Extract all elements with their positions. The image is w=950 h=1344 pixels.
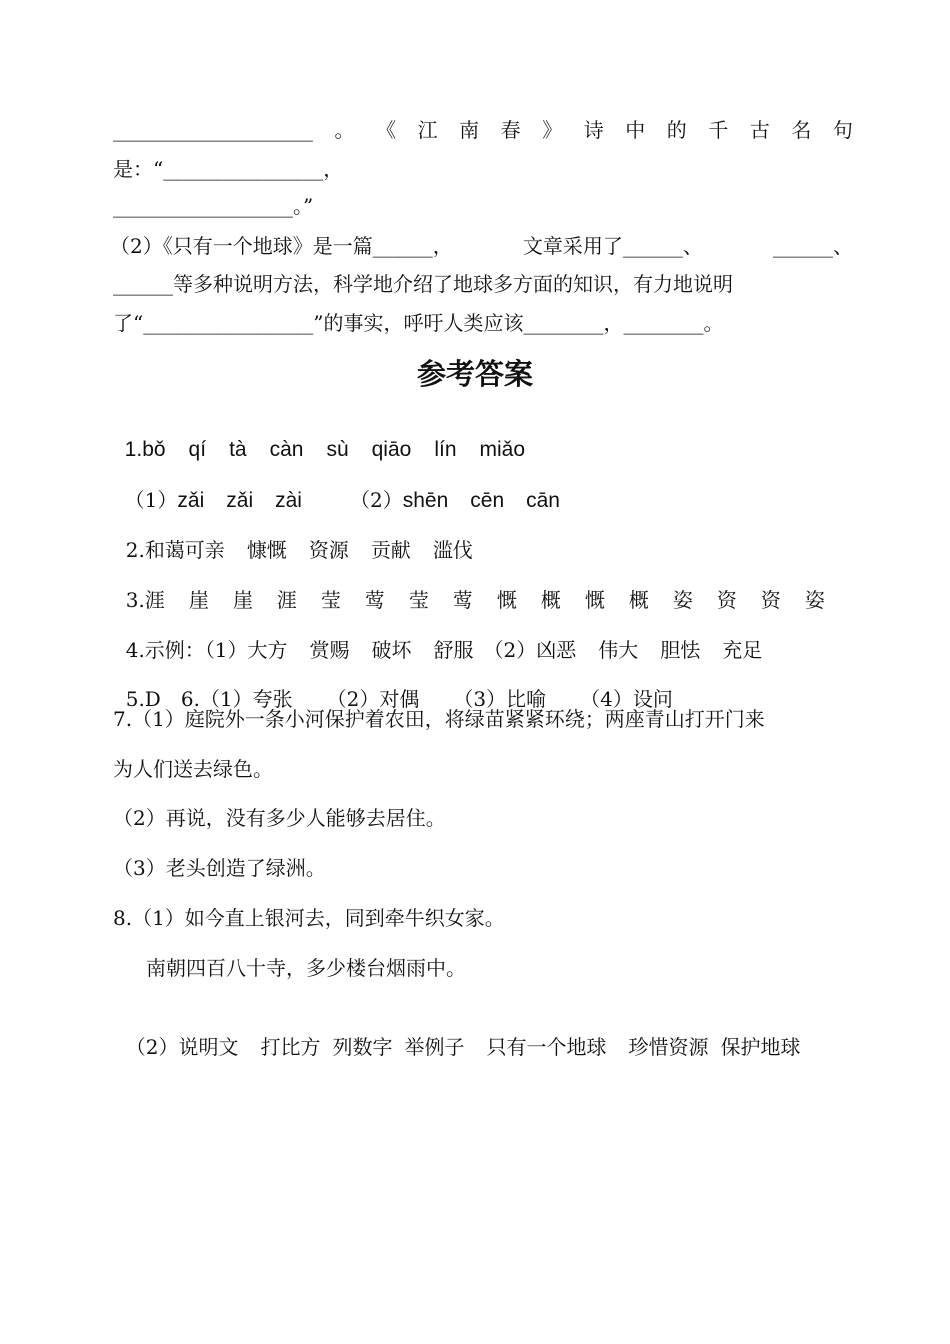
- text-token: ______、: [772, 234, 853, 258]
- char-item: 莹: [320, 588, 341, 612]
- char-item: 姿: [804, 588, 825, 612]
- char-item: 慨: [584, 588, 605, 612]
- sub-label: （1）: [204, 638, 248, 662]
- text-token: 句: [832, 118, 853, 142]
- answer-item: 说明文: [178, 1035, 239, 1059]
- pinyin-item: zǎi: [226, 489, 254, 512]
- answer-item: 珍惜资源: [628, 1035, 709, 1059]
- rhetoric-item: （1）夸张: [199, 687, 293, 711]
- pinyin-item: qí: [188, 438, 207, 461]
- answer-item: 举例子: [404, 1035, 465, 1059]
- word-item: 慷慨: [246, 538, 287, 562]
- text-token: 诗: [583, 118, 604, 142]
- text-token: 千: [708, 118, 729, 142]
- char-item: 崖: [188, 588, 209, 612]
- word-item: 凶恶: [536, 638, 577, 662]
- char-item: 莺: [364, 588, 385, 612]
- q7-cont-line-2: 是：“________________，: [113, 157, 344, 181]
- char-item: 涯: [144, 588, 165, 612]
- rhetoric-item: （3）比喻: [453, 687, 547, 711]
- char-item: 崖: [232, 588, 253, 612]
- text-token: 文章采用了______、: [522, 234, 703, 258]
- answer-item: 保护地球: [720, 1035, 801, 1059]
- word-item: 伟大: [598, 638, 639, 662]
- char-item: 莺: [452, 588, 473, 612]
- pinyin-item: shēn: [402, 489, 449, 512]
- char-item: 姿: [672, 588, 693, 612]
- q7-cont-line-4: [110, 231, 853, 261]
- answer-item: 列数字: [332, 1035, 393, 1059]
- page-title: 参考答案: [416, 357, 533, 391]
- text-token: 中: [625, 118, 646, 142]
- answer-8-line-2: 南朝四百八十寺，多少楼台烟雨中。: [146, 956, 466, 980]
- answer-label: 2.: [125, 538, 145, 562]
- answer-5: 5.D: [125, 687, 161, 711]
- answer-7-line-3: （2）再说，没有多少人能够去居住。: [113, 806, 446, 830]
- pinyin-item: zǎi: [177, 489, 205, 512]
- sub-label: （1）: [124, 488, 178, 512]
- pinyin-item: miǎo: [479, 438, 526, 461]
- sub-label: （2）: [349, 488, 403, 512]
- answer-7-line-4: （3）老头创造了绿洲。: [113, 856, 326, 880]
- pinyin-item: zài: [275, 489, 302, 512]
- q7-cont-line-1: [113, 115, 853, 145]
- answer-8-line-1: 8.（1）如今直上银河去，同到牵牛织女家。: [113, 906, 505, 930]
- q7-cont-line-3: __________________。”: [113, 194, 314, 218]
- word-item: 胆怯: [660, 638, 701, 662]
- pinyin-item: tà: [229, 438, 247, 461]
- word-item: 充足: [722, 638, 763, 662]
- answer-7-line-1: 7.（1）庭院外一条小河保护着农田，将绿苗紧紧环绕；两座青山打开门来: [113, 707, 765, 731]
- rhetoric-item: （2）对偶: [326, 687, 420, 711]
- text-token: 》: [542, 118, 563, 142]
- q7-cont-line-5: ______等多种说明方法，科学地介绍了地球多方面的知识，有力地说明: [113, 272, 733, 296]
- char-item: 概: [540, 588, 561, 612]
- sub-label: （2）: [125, 1035, 179, 1059]
- word-item: 资源: [308, 538, 349, 562]
- answer-7-line-2: 为人们送去绿色。: [113, 757, 273, 781]
- text-token: （2）《只有一个地球》是一篇______，: [110, 234, 453, 258]
- answer-8-line-3: [113, 1002, 853, 1062]
- text-token: 《: [376, 118, 397, 142]
- word-item: 和蔼可亲: [144, 538, 225, 562]
- answer-item: 打比方: [260, 1035, 321, 1059]
- text-token: 江: [417, 118, 438, 142]
- char-item: 慨: [496, 588, 517, 612]
- word-item: 赏赐: [309, 638, 350, 662]
- rhetoric-item: （4）设问: [580, 687, 673, 711]
- sub-label: （2）: [483, 638, 537, 662]
- text-token: 。: [334, 118, 355, 142]
- pinyin-item: sù: [326, 438, 349, 461]
- text-token: 的: [666, 118, 687, 142]
- answer-item: 只有一个地球: [486, 1035, 607, 1059]
- text-token: 南: [459, 118, 480, 142]
- text-token: 古: [749, 118, 770, 142]
- pinyin-item: qiāo: [371, 438, 412, 461]
- pinyin-item: cēn: [470, 489, 505, 512]
- answer-label: 4.示例：: [125, 638, 205, 662]
- answer-label: 3.: [125, 588, 145, 612]
- char-item: 资: [760, 588, 781, 612]
- char-item: 莹: [408, 588, 429, 612]
- q7-cont-line-6: 了“_________________”的事实，呼吁人类应该________，________。: [113, 311, 724, 335]
- text-token: 名: [791, 118, 812, 142]
- answer-label: 1.: [124, 438, 143, 461]
- text-token: ____________________: [113, 118, 313, 142]
- pinyin-item: lín: [434, 438, 457, 461]
- word-item: 大方: [247, 638, 288, 662]
- text-token: 春: [500, 118, 521, 142]
- word-item: 舒服: [433, 638, 474, 662]
- pinyin-item: bǒ: [142, 438, 166, 461]
- word-item: 滥伐: [432, 538, 473, 562]
- answer-label: 6.: [180, 687, 200, 711]
- word-item: 破坏: [371, 638, 412, 662]
- char-item: 资: [716, 588, 737, 612]
- char-item: 涯: [276, 588, 297, 612]
- pinyin-item: càn: [269, 438, 304, 461]
- char-item: 概: [628, 588, 649, 612]
- pinyin-item: cān: [526, 489, 560, 512]
- word-item: 贡献: [370, 538, 411, 562]
